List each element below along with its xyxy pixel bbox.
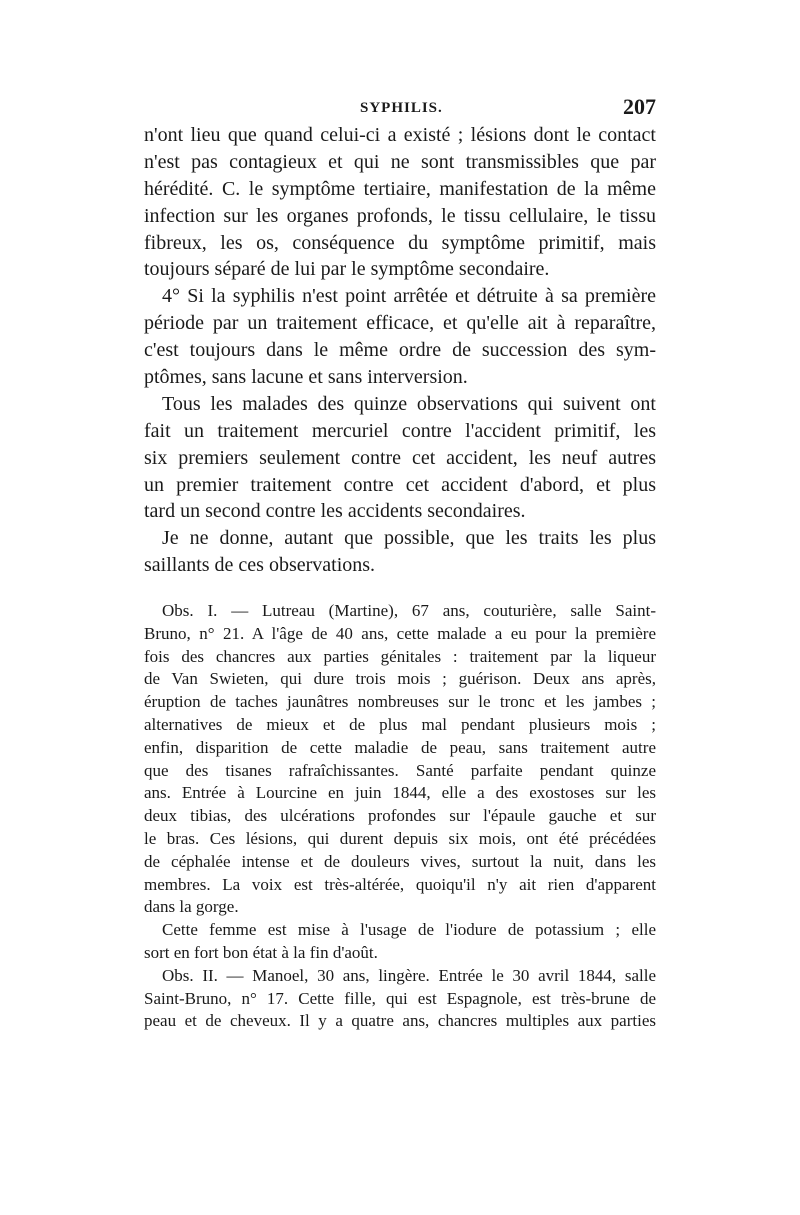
obs-line: enfin, disparition de cette maladie de peau, sans traitement autre — [144, 737, 656, 757]
text-line: n'ont lieu que quand celui-ci a existé ; lésions dont le contact — [144, 124, 656, 146]
running-title: SYPHILIS. — [360, 100, 443, 116]
obs-line: que des tisanes rafraîchissantes. Santé parfaite pendant quinze — [144, 760, 656, 780]
text-line: infection sur les organes profonds, le tissu cellulaire, le tissu — [144, 204, 656, 227]
obs-line: sort en fort bon état à la fin d'août. — [144, 942, 378, 962]
obs-line: alternatives de mieux et de plus mal pendant plusieurs mois ; — [144, 714, 656, 734]
observations-text — [144, 600, 656, 1033]
obs-line: éruption de taches jaunâtres nombreuses sur le tronc et les jambes ; — [144, 692, 656, 712]
text-line: n'est pas contagieux et qui ne sont transmissibles que par — [144, 150, 656, 173]
obs-line: de céphalée intense et de douleurs vives, surtout la nuit, dans les — [144, 851, 656, 871]
text-line: six premiers seulement contre cet accident, les neuf autres — [144, 446, 656, 469]
text-line: Je ne donne, autant que possible, que les traits les plus — [162, 527, 656, 550]
obs-line: fois des chancres aux parties génitales : traitement par la liqueur — [144, 646, 656, 666]
text-line: fibreux, les os, conséquence du symptôme primitif, mais — [144, 231, 656, 254]
text-line: c'est toujours dans le même ordre de succession des sym- — [144, 339, 656, 362]
page-number: 207 — [623, 94, 656, 119]
obs-line: Bruno, n° 21. A l'âge de 40 ans, cette malade a eu pour la première — [144, 623, 656, 643]
obs-line: dans la gorge. — [144, 897, 239, 917]
text-line: hérédité. C. le symptôme tertiaire, manifestation de la même — [144, 177, 656, 200]
main-text — [144, 122, 656, 579]
text-line: tard un second contre les accidents secondaires. — [144, 500, 526, 523]
text-line: 4° Si la syphilis n'est point arrêtée et détruite à sa première — [162, 285, 656, 308]
obs-line: Obs. II. — Manoel, 30 ans, lingère. Entrée le 30 avril 1844, salle — [162, 965, 656, 985]
obs-line: le bras. Ces lésions, qui durent depuis six mois, ont été précédées — [144, 828, 656, 848]
text-line: ptômes, sans lacune et sans interversion. — [144, 366, 468, 389]
text-line: Tous les malades des quinze observations qui suivent ont — [162, 392, 656, 415]
obs-line: membres. La voix est très-altérée, quoiqu'il n'y ait rien d'apparent — [144, 874, 656, 894]
text-line: toujours séparé de lui par le symptôme secondaire. — [144, 258, 550, 281]
obs-line: Saint-Bruno, n° 17. Cette fille, qui est Espagnole, est très-brune de — [144, 988, 656, 1008]
obs-line: de Van Swieten, qui dure trois mois ; guérison. Deux ans après, — [144, 669, 656, 689]
obs-line: Cette femme est mise à l'usage de l'iodure de potassium ; elle — [162, 920, 656, 940]
obs-line: peau et de cheveux. Il y a quatre ans, chancres multiples aux parties — [144, 1011, 656, 1031]
obs-line: Obs. I. — Lutreau (Martine), 67 ans, couturière, salle Saint- — [162, 601, 656, 620]
text-line: fait un traitement mercuriel contre l'accident primitif, les — [144, 419, 656, 442]
text-line: saillants de ces observations. — [144, 554, 376, 577]
obs-line: ans. Entrée à Lourcine en juin 1844, elle a des exostoses sur les — [144, 783, 656, 803]
running-head — [144, 94, 656, 124]
text-line: période par un traitement efficace, et qu'elle ait à reparaître, — [144, 312, 656, 335]
text-line: un premier traitement contre cet accident d'abord, et plus — [144, 473, 656, 496]
obs-line: deux tibias, des ulcérations profondes sur l'épaule gauche et sur — [144, 806, 656, 826]
